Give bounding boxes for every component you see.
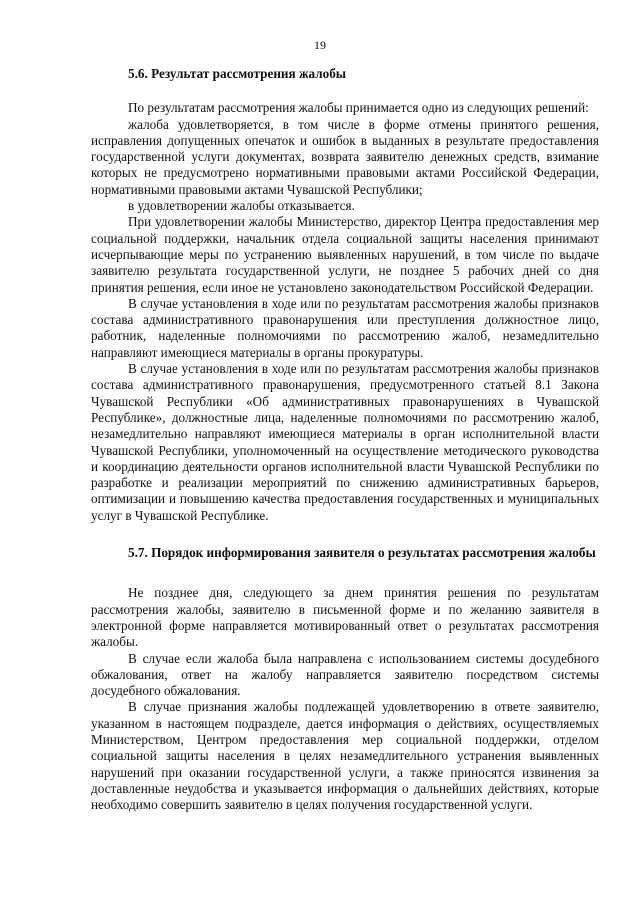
paragraph: Не позднее дня, следующего за днем принятия решения по результатам рассмотрения жалобы, заявителю в письменной форме и по желанию заявителя в электронной форме направляется мотивированный ответ о результатах рассмотрения жалобы.	[91, 585, 599, 650]
paragraph: В случае установления в ходе или по результатам рассмотрения жалобы признаков состава административного правонарушения или преступления должностное лицо, работник, наделенные полномочиями по рассмотрению жалоб, незамедлительно направляют имеющиеся материалы в органы прокуратуры.	[91, 295, 599, 360]
document-body	[91, 66, 599, 813]
page-number: 19	[314, 38, 326, 52]
paragraph: В случае установления в ходе или по результатам рассмотрения жалобы признаков состава административного правонарушения, предусмотренного статьей 8.1 Закона Чувашской Республики «Об административных правонарушениях в Чувашской Республике», должностные лица, наделенные полномочиями по рассмотрению жалоб, незамедлительно направляют имеющиеся материалы в орган исполнительной власти Чувашской Республики, уполномоченный на осуществление методического руководства и координацию деятельности органов исполнительной власти Чувашской Республики по разработке и реализации мероприятий по снижению административных барьеров, оптимизации и повышению качества предоставления государственных и муниципальных услуг в Чувашской Республике.	[91, 361, 599, 523]
paragraph: В случае признания жалобы подлежащей удовлетворению в ответе заявителю, указанном в настоящем подразделе, дается информация о действиях, осуществляемых Министерством, Центром предоставления мер социальной поддержки, отделом социальной защиты населения в целях незамедлительного устранения выявленных нарушений при оказании государственной услуги, а также приносятся извинения за доставленные неудобства и указывается информация о дальнейших действиях, которые необходимо совершить заявителю в целях получения государственной услуги.	[91, 699, 599, 813]
list-item: в удовлетворении жалобы отказывается.	[128, 198, 355, 214]
section-heading-5-6: 5.6. Результат рассмотрения жалобы	[128, 66, 347, 81]
paragraph: В случае если жалоба была направлена с использованием системы досудебного обжалования, ответ на жалобу направляется заявителю посредством системы досудебного обжалования.	[91, 650, 599, 699]
section-heading-5-7: 5.7. Порядок информирования заявителя о результатах рассмотрения жалобы	[128, 545, 596, 561]
paragraph: При удовлетворении жалобы Министерство, директор Центра предоставления мер социальной поддержки, начальник отдела социальной защиты населения принимают исчерпывающие меры по устранению выявленных нарушений, в том числе по выдаче заявителю результата государственной услуги, не позднее 5 рабочих дней со дня принятия решения, если иное не установлено законодательством Российской Федерации.	[91, 214, 599, 295]
list-item: жалоба удовлетворяется, в том числе в форме отмены принятого решения, исправления допущенных опечаток и ошибок в выданных в результате предоставления государственной услуги документах, возврата заявителю денежных средств, взимание которых не предусмотрено нормативными правовыми актами Российской Федерации, нормативными правовыми актами Чувашской Республики;	[91, 116, 599, 197]
paragraph: По результатам рассмотрения жалобы принимается одно из следующих решений:	[128, 100, 589, 116]
